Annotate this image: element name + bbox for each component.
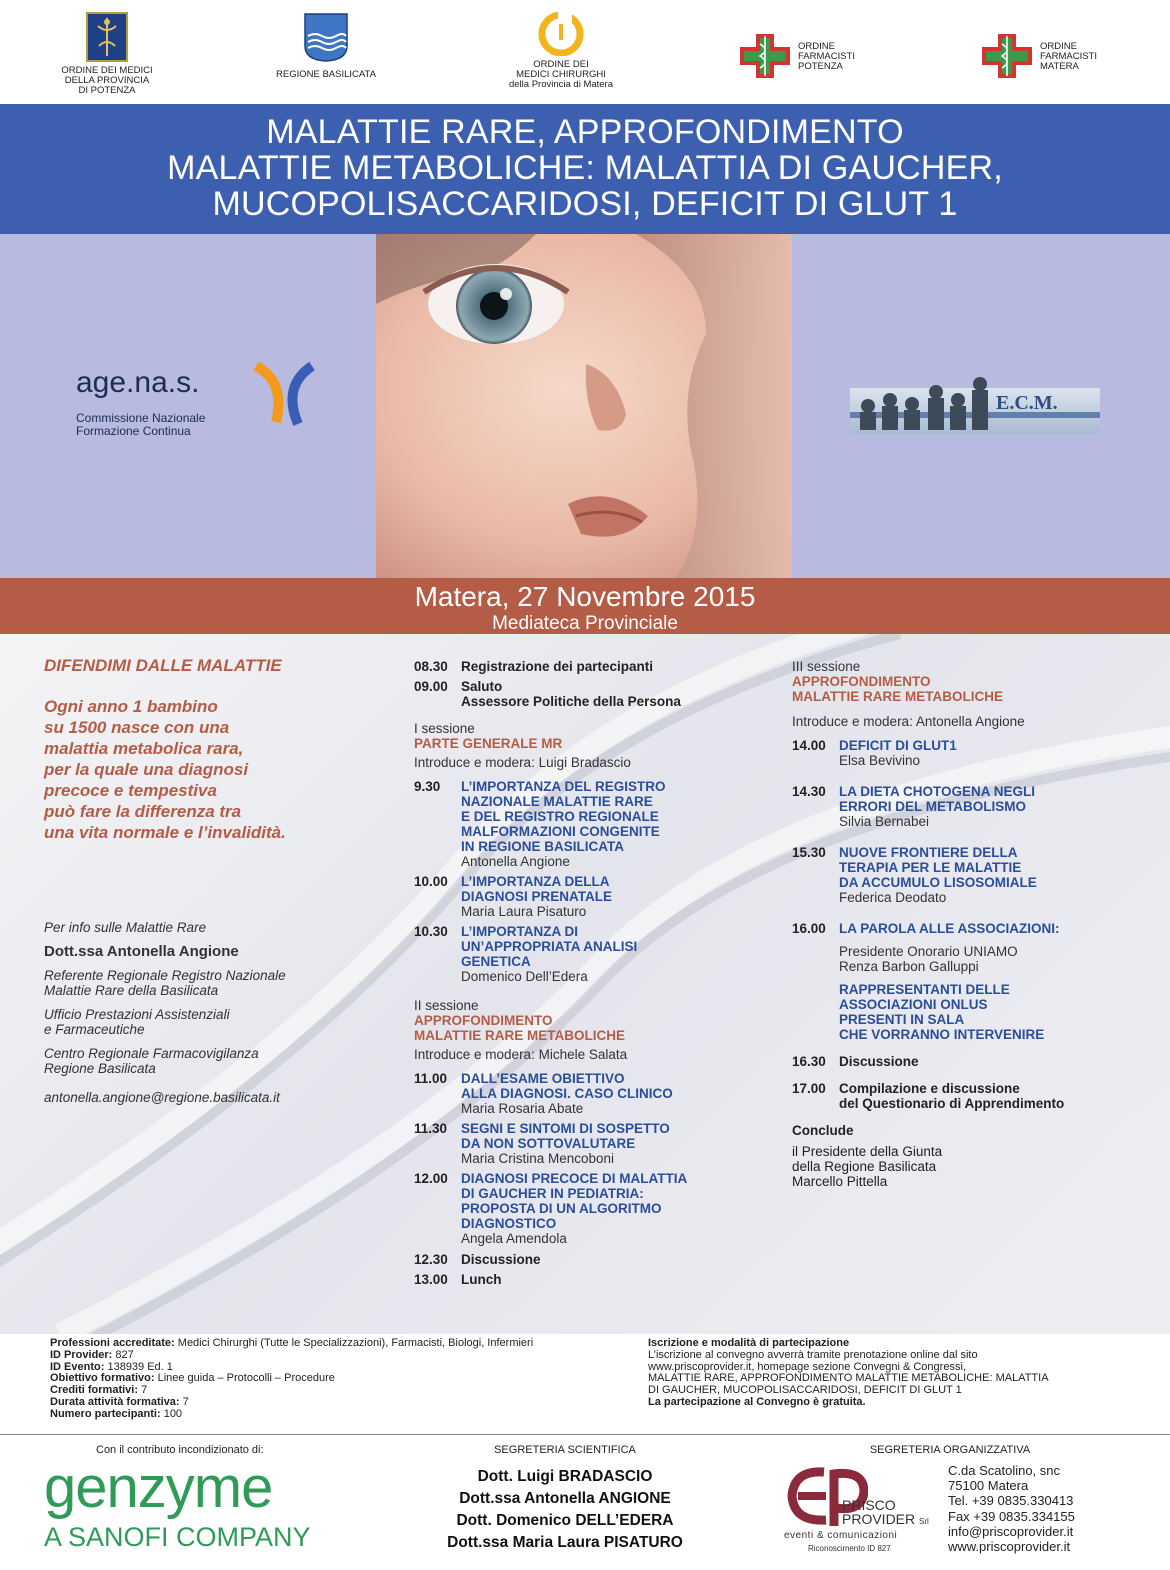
- agenas-logo: [76, 362, 326, 442]
- program-item: [414, 659, 764, 674]
- talk-title-line: DIAGNOSI PRENATALE: [461, 889, 613, 904]
- talk-speaker: Antonella Angione: [461, 854, 570, 869]
- talk-title: [461, 1071, 673, 1101]
- talk-speaker: Federica Deodato: [839, 890, 947, 905]
- session-moderator: Introduce e modera: Antonella Angione: [792, 714, 1025, 729]
- footer-divider: [0, 1434, 1170, 1435]
- program-item: [414, 1252, 764, 1267]
- talk-body: [461, 779, 764, 869]
- talk-title-line: DA NON SOTTOVALUTARE: [461, 1136, 636, 1151]
- scientific-secretariat-names: [400, 1466, 730, 1554]
- talk-title-line: DALL’ESAME OBIETTIVO: [461, 1071, 625, 1086]
- talk-title-line: ALLA DIAGNOSI. CASO CLINICO: [461, 1086, 673, 1101]
- agenas-swoosh-icon: [246, 362, 322, 428]
- reps-line: CHE VORRANNO INTERVENIRE: [839, 1027, 1045, 1042]
- talk-time: 11.00: [414, 1071, 448, 1086]
- talk-title: [461, 874, 612, 904]
- talk-time: 11.30: [414, 1121, 448, 1136]
- agenas-subtitle: [76, 412, 205, 438]
- secretariat-name: Dott. Luigi BRADASCIO: [477, 1468, 653, 1485]
- info-value: Linee guida – Protocolli – Procedure: [154, 1372, 335, 1385]
- talk-title: DEFICIT DI GLUT1: [839, 738, 957, 753]
- event-date: Matera, 27 Novembre 2015: [414, 581, 756, 612]
- crest-icon: [86, 12, 128, 62]
- item-text: Registrazione dei partecipanti: [461, 659, 654, 674]
- item-text: Lunch: [461, 1272, 502, 1287]
- pharmacy-cross-icon: [738, 32, 792, 80]
- info-value: 100: [160, 1407, 183, 1420]
- talk-title: [839, 845, 1037, 890]
- item-text-line: del Questionario di Apprendimento: [839, 1096, 1065, 1111]
- baby-face-illustration: [376, 234, 792, 578]
- program-item: [414, 679, 764, 709]
- talk-speaker: Elsa Bevivino: [839, 753, 921, 768]
- talk-time: 15.30: [792, 845, 826, 860]
- info-key: Numero partecipanti:: [50, 1407, 161, 1420]
- info-intro: Per info sulle Malattie Rare: [44, 920, 207, 935]
- prisco-provider-logo: [780, 1462, 940, 1562]
- talk-title-line: ERRORI DEL METABOLISMO: [839, 799, 1027, 814]
- info-role-line: Referente Regionale Registro Nazionale: [44, 968, 286, 983]
- info-value: 7: [179, 1395, 189, 1408]
- program-talk: [414, 874, 764, 919]
- talk-title-line: PROPOSTA DI UN ALGORITMO: [461, 1201, 662, 1216]
- contact-email-link[interactable]: info@priscoprovider.it: [948, 1523, 1074, 1539]
- talk-body: [839, 845, 1142, 905]
- contact-line: C.da Scatolino, snc: [948, 1463, 1061, 1478]
- pitch-line: malattia metabolica rara,: [44, 739, 244, 758]
- session-name-line: MALATTIE RARE METABOLICHE: [414, 1028, 625, 1043]
- logo-caption: FARMACISTI: [1040, 51, 1098, 62]
- logo-caption: DI POTENZA: [78, 85, 136, 96]
- pharmacy-cross-icon: [980, 32, 1034, 80]
- talk-body: [461, 1171, 764, 1246]
- talk-body: [839, 784, 1142, 829]
- contact-website-link[interactable]: www.priscoprovider.it: [948, 1539, 1071, 1555]
- genzyme-logo: genzyme: [44, 1455, 273, 1520]
- prisco-name: PRISCO: [842, 1497, 896, 1513]
- item-text-line: Compilazione e discussione: [839, 1081, 1020, 1096]
- conclude-text: [792, 1144, 1142, 1189]
- program-column-morning: [414, 659, 764, 1292]
- secretariat-name: Dott.ssa Maria Laura PISATURO: [447, 1534, 683, 1551]
- logo-ordine-medici-matera: [496, 12, 626, 90]
- title-line: MUCOPOLISACCARIDOSI, DEFICIT DI GLUT 1: [212, 185, 958, 223]
- talk-speaker: Domenico Dell’Edera: [461, 969, 588, 984]
- talk-time: 14.30: [792, 784, 826, 799]
- item-text: [839, 1081, 1142, 1111]
- registration-free-note: La partecipazione al Convegno è gratuita.: [648, 1395, 866, 1408]
- reps-line: ASSOCIAZIONI ONLUS: [839, 997, 988, 1012]
- talk-title-line: DA ACCUMULO LISOSOMIALE: [839, 875, 1037, 890]
- contact-phone: Tel. +39 0835.330413: [948, 1493, 1074, 1509]
- talk-body: [461, 874, 764, 919]
- sanofi-tagline: A SANOFI COMPANY: [44, 1522, 311, 1552]
- talk-speaker: Maria Laura Pisaturo: [461, 904, 587, 919]
- session-name-line: APPROFONDIMENTO: [414, 1013, 553, 1028]
- talk-title: LA PAROLA ALLE ASSOCIAZIONI:: [839, 921, 1060, 936]
- talk-speaker: Maria Rosaria Abate: [461, 1101, 584, 1116]
- registration-line[interactable]: www.priscoprovider.it, homepage sezione Convegni & Congressi,: [648, 1360, 966, 1373]
- program-talk: [414, 779, 764, 869]
- regional-shield-icon: [303, 12, 349, 62]
- header-logos: [0, 0, 1170, 104]
- talk-title-line: GENETICA: [461, 954, 531, 969]
- contact-fax: Fax +39 0835.334155: [948, 1508, 1075, 1524]
- program-item: [792, 1054, 1142, 1069]
- program-talk: [414, 924, 764, 984]
- session-name-line: MALATTIE RARE METABOLICHE: [792, 689, 1003, 704]
- secretariat-name: Dott. Domenico DELL’EDERA: [456, 1512, 674, 1529]
- info-role-line: Centro Regionale Farmacovigilanza: [44, 1046, 259, 1061]
- session-name: [414, 1013, 764, 1043]
- associations-reps: [839, 982, 1142, 1042]
- program-talk: [792, 845, 1142, 905]
- talk-time: 16.00: [792, 921, 826, 936]
- event-venue: Mediateca Provinciale: [492, 613, 678, 634]
- info-key: ID Evento:: [50, 1360, 105, 1373]
- talk-title-line: NAZIONALE MALATTIE RARE: [461, 794, 653, 809]
- talk-body: [839, 921, 1142, 1042]
- talk-title: [461, 1171, 687, 1231]
- info-email-link[interactable]: antonella.angione@regione.basilicata.it: [44, 1090, 280, 1105]
- info-role-line: Regione Basilicata: [44, 1061, 156, 1076]
- session-label: III sessione: [792, 659, 861, 674]
- info-key: Obiettivo formativo:: [50, 1372, 155, 1385]
- program-talk: [414, 1121, 764, 1166]
- logo-caption: ORDINE DEI: [533, 59, 589, 70]
- talk-speaker-line: Presidente Onorario UNIAMO: [839, 944, 1018, 959]
- title-line: MALATTIE RARE, APPROFONDIMENTO: [266, 113, 904, 151]
- talk-title-line: L’IMPORTANZA DEL REGISTRO: [461, 779, 666, 794]
- program-talk: [414, 1171, 764, 1246]
- organizing-secretariat-label: SEGRETERIA ORGANIZZATIVA: [869, 1444, 1031, 1456]
- reps-line: PRESENTI IN SALA: [839, 1012, 965, 1027]
- talk-title-line: E DEL REGISTRO REGIONALE: [461, 809, 659, 824]
- talk-body: [461, 1071, 764, 1116]
- info-role: [44, 1046, 384, 1076]
- conclude-line: Marcello Pittella: [792, 1174, 888, 1189]
- sponsor-caption: Con il contributo incondizionato di:: [96, 1444, 264, 1456]
- ecm-doctors-icon: [850, 376, 1100, 434]
- date-band: [0, 578, 1170, 634]
- pitch-line: una vita normale e l’invalidità.: [44, 823, 286, 842]
- registration-title: Iscrizione e modalità di partecipazione: [648, 1337, 850, 1349]
- info-role-line: e Farmaceutiche: [44, 1022, 145, 1037]
- logo-caption: ORDINE DEI MEDICI: [61, 65, 153, 76]
- conclude-line: della Regione Basilicata: [792, 1159, 937, 1174]
- talk-title-line: TERAPIA PER LE MALATTIE: [839, 860, 1022, 875]
- item-time: 12.30: [414, 1252, 448, 1267]
- secretariat-name: Dott.ssa Antonella ANGIONE: [459, 1490, 671, 1507]
- info-key: Crediti formativi:: [50, 1384, 139, 1397]
- left-column: [44, 656, 384, 843]
- logo-ordine-farmacisti-potenza: [738, 32, 888, 80]
- contact-line: 75100 Matera: [948, 1478, 1029, 1494]
- session-name: [792, 674, 1142, 704]
- agenas-subtitle-line: Formazione Continua: [76, 424, 191, 438]
- talk-title-line: L’IMPORTANZA DI: [461, 924, 578, 939]
- accreditation-info: [50, 1338, 630, 1421]
- ecm-label: E.C.M.: [996, 392, 1058, 414]
- talk-body: [461, 924, 764, 984]
- info-role-line: Ufficio Prestazioni Assistenziali: [44, 1007, 230, 1022]
- info-value: 827: [112, 1348, 134, 1361]
- prisco-srl: Srl: [919, 1517, 929, 1526]
- prisco-id: Riconoscimento ID 827: [808, 1544, 891, 1553]
- program-talk: [792, 738, 1142, 768]
- session-label: II sessione: [414, 998, 479, 1013]
- registration-line: MALATTIE RARE, APPROFONDIMENTO MALATTIE METABOLICHE: MALATTIA: [648, 1372, 1049, 1385]
- program-item: [792, 1081, 1142, 1111]
- talk-speaker-line: Renza Barbon Galluppi: [839, 959, 979, 974]
- logo-caption: DELLA PROVINCIA: [64, 75, 150, 86]
- item-time: 16.30: [792, 1054, 826, 1069]
- organizer-contact: [948, 1463, 1075, 1554]
- info-role-line: Malattie Rare della Basilicata: [44, 983, 219, 998]
- campaign-heading: DIFENDIMI DALLE MALATTIE: [44, 656, 282, 675]
- prisco-tagline: eventi & comunicazioni: [784, 1530, 898, 1541]
- talk-time: 10.00: [414, 874, 448, 889]
- registration-info: [648, 1338, 1128, 1409]
- logo-caption: MEDICI CHIRURGHI: [516, 69, 606, 80]
- item-text-line: Saluto: [461, 679, 503, 694]
- talk-title-line: L’IMPORTANZA DELLA: [461, 874, 610, 889]
- talk-time: 14.00: [792, 738, 826, 753]
- program-column-afternoon: [792, 659, 1142, 1189]
- talk-body: [839, 738, 1142, 768]
- session-name: PARTE GENERALE MR: [414, 736, 563, 751]
- logo-ordine-medici-potenza: [48, 12, 166, 96]
- session-moderator: Introduce e modera: Luigi Bradascio: [414, 755, 631, 770]
- program-talk: [792, 921, 1142, 1042]
- talk-speaker: Angela Amendola: [461, 1231, 567, 1246]
- logo-caption: della Provincia di Matera: [508, 79, 614, 90]
- logo-regione-basilicata: [262, 12, 390, 80]
- ecm-logo: [850, 376, 1100, 434]
- session-moderator: Introduce e modera: Michele Salata: [414, 1047, 628, 1062]
- conclude-label: Conclude: [792, 1123, 854, 1138]
- logo-caption: MATERA: [1040, 61, 1079, 72]
- info-value: 7: [138, 1384, 148, 1397]
- pitch-line: precoce e tempestiva: [44, 781, 217, 800]
- logo-caption: ORDINE: [798, 41, 835, 52]
- talk-title-line: DI GAUCHER IN PEDIATRIA:: [461, 1186, 644, 1201]
- talk-time: 12.00: [414, 1171, 448, 1186]
- contact-info: [44, 920, 384, 1114]
- talk-time: 9.30: [414, 779, 441, 794]
- talk-title-line: UN’APPROPRIATA ANALISI: [461, 939, 638, 954]
- program-talk: [792, 784, 1142, 829]
- omceo-matera-icon: [537, 12, 585, 56]
- info-value: Medici Chirurghi (Tutte le Specializzazioni), Farmacisti, Biologi, Infermieri: [174, 1337, 534, 1349]
- agenas-brand: age.na.s.: [76, 366, 200, 399]
- talk-title-line: LA DIETA CHOTOGENA NEGLI: [839, 784, 1036, 799]
- baby-photo: [376, 234, 792, 578]
- logo-caption: POTENZA: [798, 61, 843, 72]
- logo-caption: ORDINE: [1040, 41, 1077, 52]
- pitch-line: per la quale una diagnosi: [44, 760, 249, 779]
- registration-line: DI GAUCHER, MUCOPOLISACCARIDOSI, DEFICIT DI GLUT 1: [648, 1384, 962, 1397]
- prisco-name: PROVIDER: [842, 1511, 916, 1527]
- talk-title: [461, 1121, 670, 1151]
- info-value: 138939 Ed. 1: [104, 1360, 173, 1373]
- info-row: [50, 1338, 630, 1350]
- talk-title-line: DIAGNOSTICO: [461, 1216, 557, 1231]
- talk-speaker: Maria Cristina Mencoboni: [461, 1151, 615, 1166]
- scientific-secretariat-label: SEGRETERIA SCIENTIFICA: [494, 1444, 636, 1456]
- talk-title: [461, 779, 666, 854]
- item-time: 08.30: [414, 659, 448, 674]
- pitch-line: Ogni anno 1 bambino: [44, 697, 218, 716]
- talk-time: 10.30: [414, 924, 448, 939]
- item-text: [461, 679, 764, 709]
- campaign-pitch: [44, 696, 384, 843]
- program-talk: [414, 1071, 764, 1116]
- talk-title: [839, 784, 1035, 814]
- title-line: MALATTIE METABOLICHE: MALATTIA DI GAUCHER,: [167, 149, 1003, 187]
- talk-title-line: DIAGNOSI PRECOCE DI MALATTIA: [461, 1171, 688, 1186]
- info-key: Professioni accreditate:: [50, 1337, 175, 1349]
- session-label: I sessione: [414, 721, 475, 736]
- info-row: [50, 1409, 630, 1421]
- item-time: 09.00: [414, 679, 448, 694]
- item-text-line: Assessore Politiche della Persona: [461, 694, 681, 709]
- pitch-line: può fare la differenza tra: [44, 802, 242, 821]
- info-role: [44, 1007, 384, 1037]
- talk-title-line: SEGNI E SINTOMI DI SOSPETTO: [461, 1121, 670, 1136]
- talk-speaker: [839, 944, 1142, 974]
- registration-line: L’iscrizione al convegno avverrà tramite prenotazione online dal sito: [648, 1348, 978, 1361]
- title-banner: [0, 104, 1170, 234]
- talk-speaker: Silvia Bernabei: [839, 814, 930, 829]
- item-text: Discussione: [839, 1054, 919, 1069]
- talk-title-line: MALFORMAZIONI CONGENITE: [461, 824, 660, 839]
- item-text: Discussione: [461, 1252, 541, 1267]
- item-time: 17.00: [792, 1081, 826, 1096]
- talk-title-line: IN REGIONE BASILICATA: [461, 839, 625, 854]
- session-name-line: APPROFONDIMENTO: [792, 674, 931, 689]
- logo-caption: FARMACISTI: [798, 51, 856, 62]
- pitch-line: su 1500 nasce con una: [44, 718, 230, 737]
- logo-caption: REGIONE BASILICATA: [276, 69, 376, 80]
- item-time: 13.00: [414, 1272, 448, 1287]
- program-item: [414, 1272, 764, 1287]
- info-name: Dott.ssa Antonella Angione: [44, 943, 239, 960]
- talk-title-line: NUOVE FRONTIERE DELLA: [839, 845, 1018, 860]
- conclude-line: il Presidente della Giunta: [792, 1144, 943, 1159]
- agenas-subtitle-line: Commissione Nazionale: [76, 411, 206, 425]
- talk-title: [461, 924, 637, 969]
- logo-ordine-farmacisti-matera: [980, 32, 1130, 80]
- info-role: [44, 968, 384, 998]
- info-key: ID Provider:: [50, 1348, 113, 1361]
- talk-body: [461, 1121, 764, 1166]
- info-key: Durata attività formativa:: [50, 1395, 180, 1408]
- reps-line: RAPPRESENTANTI DELLE: [839, 982, 1010, 997]
